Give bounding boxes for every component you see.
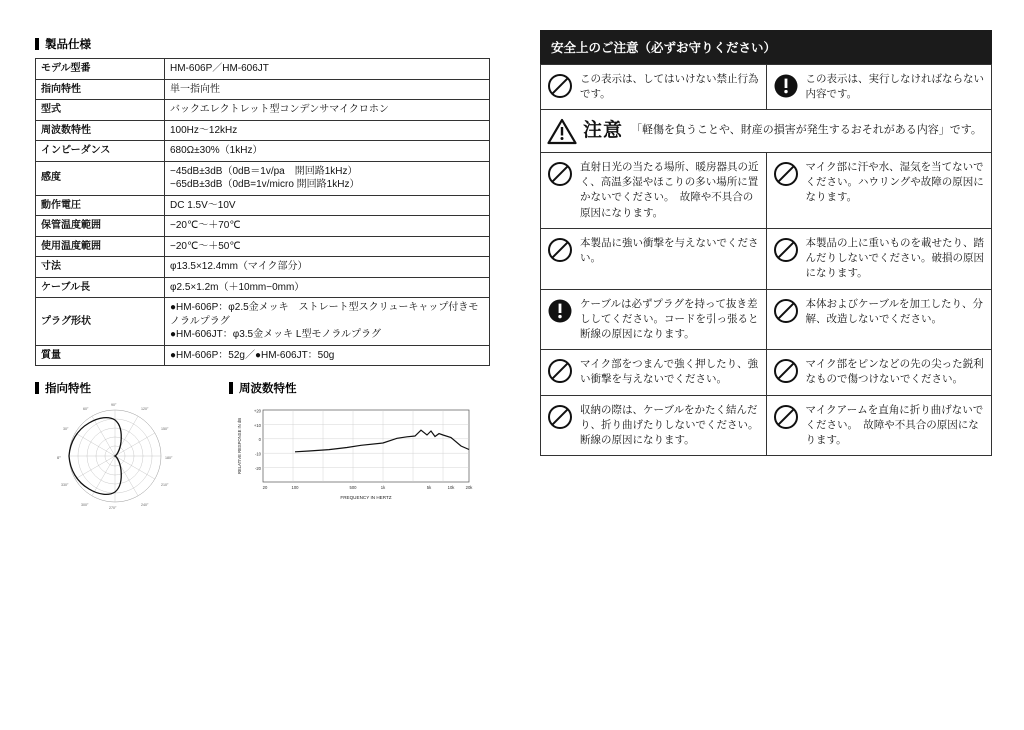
safety-item-cell — [766, 228, 992, 289]
safety-item-cell — [766, 289, 992, 350]
safety-table — [540, 64, 992, 456]
spec-key: 型式 — [36, 100, 165, 121]
svg-text:+20: +20 — [253, 408, 261, 414]
table-row — [36, 236, 490, 257]
svg-text:30°: 30° — [63, 427, 69, 431]
polar-section-heading — [35, 380, 215, 396]
spec-value: バックエレクトレット型コンデンサマイクロホン — [165, 100, 490, 121]
spec-key: 寸法 — [36, 257, 165, 278]
spec-key: ケーブル長 — [36, 277, 165, 298]
table-row — [36, 100, 490, 121]
spec-value: −20℃〜＋50℃ — [165, 236, 490, 257]
svg-text:5k: 5k — [426, 485, 432, 490]
safety-item-cell — [766, 350, 992, 395]
table-row — [541, 152, 992, 228]
spec-value-line-2: −65dB±3dB（0dB=1v/micro 開回路1kHz） — [170, 179, 360, 190]
spec-key: 感度 — [36, 161, 165, 195]
frequency-response-chart — [229, 402, 479, 510]
heading-bar-icon — [35, 382, 39, 394]
svg-text:1k: 1k — [380, 485, 386, 490]
left-column — [35, 36, 490, 510]
svg-text:210°: 210° — [161, 483, 169, 487]
svg-text:120°: 120° — [141, 407, 149, 411]
spec-key: 周波数特性 — [36, 120, 165, 141]
svg-text:300°: 300° — [81, 503, 89, 507]
safety-item-text: マイクアームを直角に折り曲げないでください。 故障や不具合の原因になります。 — [805, 403, 984, 447]
spec-key: 質量 — [36, 345, 165, 366]
safety-title: 安全上のご注意（必ずお守りください） — [540, 30, 992, 64]
table-row — [541, 228, 992, 289]
svg-text:+10: +10 — [253, 422, 261, 428]
table-row — [36, 141, 490, 162]
safety-item-text: 本体およびケーブルを加工したり、分解、改造しないでください。 — [805, 297, 984, 325]
table-row — [36, 79, 490, 100]
warning-triangle-icon — [547, 118, 577, 145]
table-row — [541, 289, 992, 350]
spec-key: 使用温度範囲 — [36, 236, 165, 257]
spec-value: 単一指向性 — [165, 79, 490, 100]
spec-value: DC 1.5V〜10V — [165, 195, 490, 216]
spec-value — [165, 298, 490, 346]
spec-heading-label: 製品仕様 — [45, 39, 91, 51]
svg-text:0°: 0° — [57, 455, 61, 460]
prohibition-icon — [773, 404, 799, 430]
table-row — [36, 195, 490, 216]
heading-bar-icon — [229, 382, 233, 394]
svg-text:FREQUENCY IN HERTZ: FREQUENCY IN HERTZ — [340, 495, 392, 500]
svg-text:20: 20 — [262, 485, 268, 490]
svg-text:RELATIVE RESPONSE IN dB: RELATIVE RESPONSE IN dB — [237, 417, 242, 475]
mandatory-icon — [773, 73, 799, 99]
freq-section-heading — [229, 380, 489, 396]
svg-text:-10: -10 — [254, 451, 261, 457]
spec-value: φ13.5×12.4mm（マイク部分） — [165, 257, 490, 278]
polar-chart-svg — [35, 402, 195, 510]
spec-key: 動作電圧 — [36, 195, 165, 216]
polar-heading-label: 指向特性 — [45, 383, 91, 395]
safety-item-cell — [541, 152, 767, 228]
prohibition-icon — [773, 358, 799, 384]
spec-key: 指向特性 — [36, 79, 165, 100]
svg-text:60°: 60° — [83, 407, 89, 411]
table-row — [36, 161, 490, 195]
prohibition-icon — [547, 404, 573, 430]
svg-text:-20: -20 — [254, 466, 261, 471]
legend-text: この表示は、実行しなければならない内容です。 — [805, 73, 984, 101]
table-row — [36, 298, 490, 346]
prohibition-icon — [547, 73, 573, 99]
spec-key: プラグ形状 — [36, 298, 165, 346]
spec-key: 保管温度範囲 — [36, 216, 165, 237]
safety-item-cell — [766, 152, 992, 228]
svg-text:500: 500 — [349, 485, 357, 490]
spec-value: −20℃〜＋70℃ — [165, 216, 490, 237]
prohibition-icon — [773, 237, 799, 263]
table-row — [36, 257, 490, 278]
prohibition-icon — [773, 298, 799, 324]
svg-text:100: 100 — [291, 485, 299, 490]
spec-value: φ2.5×1.2m（＋10mm−0mm） — [165, 277, 490, 298]
mandatory-icon — [547, 298, 573, 324]
caution-text: 「軽傷を負うことや、財産の損害が発生するおそれがある内容」です。 — [631, 124, 982, 137]
spec-section-heading — [35, 36, 490, 52]
table-row — [36, 216, 490, 237]
safety-column — [540, 30, 992, 456]
spec-value: 680Ω±30%（1kHz） — [165, 141, 490, 162]
spec-table — [35, 58, 490, 366]
svg-text:10k: 10k — [447, 485, 455, 490]
freq-heading-label: 周波数特性 — [239, 383, 297, 395]
safety-item-cell — [541, 289, 767, 350]
spec-value — [165, 161, 490, 195]
safety-item-text: ケーブルは必ずプラグを持って抜き差ししてください。コードを引っ張ると断線の原因になります。 — [580, 297, 759, 340]
table-row — [541, 395, 992, 456]
safety-item-text: 直射日光の当たる場所、暖房器具の近く、高温多湿やほこりの多い場所に置かないでください。 故障や不具合の原因になります。 — [580, 160, 759, 219]
spec-value: 100Hz〜12kHz — [165, 120, 490, 141]
frequency-chart-svg — [229, 402, 479, 510]
legend-text: この表示は、してはいけない禁止行為です。 — [580, 73, 759, 101]
spec-key: モデル型番 — [36, 59, 165, 80]
safety-item-text: マイク部に汗や水、湿気を当てないでください。ハウリングや故障の原因になります。 — [805, 160, 984, 204]
svg-text:240°: 240° — [141, 503, 149, 507]
spec-value-line-1: −45dB±3dB（0dB＝1v/pa 開回路1kHz） — [170, 165, 358, 177]
spec-value-line-1: ●HM-606P：φ2.5金メッキ ストレート型スクリューキャップ付きモノラルプラグ — [170, 302, 479, 327]
prohibition-icon — [547, 237, 573, 263]
caution-word: 注意 — [583, 120, 624, 142]
caution-cell — [541, 110, 992, 153]
table-row — [541, 350, 992, 395]
table-row — [36, 120, 490, 141]
safety-item-text: マイク部をつまんで強く押したり、強い衝撃を与えないでください。 — [580, 358, 759, 386]
svg-text:180°: 180° — [165, 456, 173, 460]
safety-legend-row — [541, 65, 992, 110]
svg-text:20k: 20k — [465, 485, 473, 490]
svg-text:0: 0 — [258, 437, 261, 443]
safety-item-cell — [541, 350, 767, 395]
spec-value: HM-606P／HM-606JT — [165, 59, 490, 80]
prohibition-icon — [773, 161, 799, 187]
svg-text:270°: 270° — [109, 506, 117, 510]
svg-text:150°: 150° — [161, 427, 169, 431]
frequency-chart-block — [229, 380, 489, 510]
polar-chart — [35, 402, 195, 510]
spec-value: ●HM-606P：52g／●HM-606JT：50g — [165, 345, 490, 366]
safety-item-cell — [541, 228, 767, 289]
spec-key: インピーダンス — [36, 141, 165, 162]
svg-text:330°: 330° — [61, 483, 69, 487]
charts-row — [35, 380, 490, 510]
safety-item-text: 本製品に強い衝撃を与えないでください。 — [580, 236, 759, 265]
table-row — [36, 59, 490, 80]
safety-item-text: 収納の際は、ケーブルをかたく結んだり、折り曲げたりしないでください。断線の原因になります。 — [580, 403, 759, 447]
heading-bar-icon — [35, 38, 39, 50]
safety-item-text: 本製品の上に重いものを載せたり、踏んだりしないでください。破損の原因になります。 — [805, 236, 984, 280]
polar-chart-block — [35, 380, 215, 510]
safety-item-cell — [766, 395, 992, 456]
table-row — [36, 277, 490, 298]
spec-value-line-2: ●HM-606JT：φ3.5金メッキ L型モノラルプラグ — [170, 329, 382, 340]
table-row — [36, 345, 490, 366]
safety-legend-cell — [766, 65, 992, 110]
prohibition-icon — [547, 161, 573, 187]
caution-row — [541, 110, 992, 153]
svg-text:90°: 90° — [111, 403, 117, 407]
safety-legend-cell — [541, 65, 767, 110]
prohibition-icon — [547, 358, 573, 384]
safety-item-cell — [541, 395, 767, 456]
safety-item-text: マイク部をピンなどの先の尖った鋭利なもので傷つけないでください。 — [805, 358, 984, 386]
